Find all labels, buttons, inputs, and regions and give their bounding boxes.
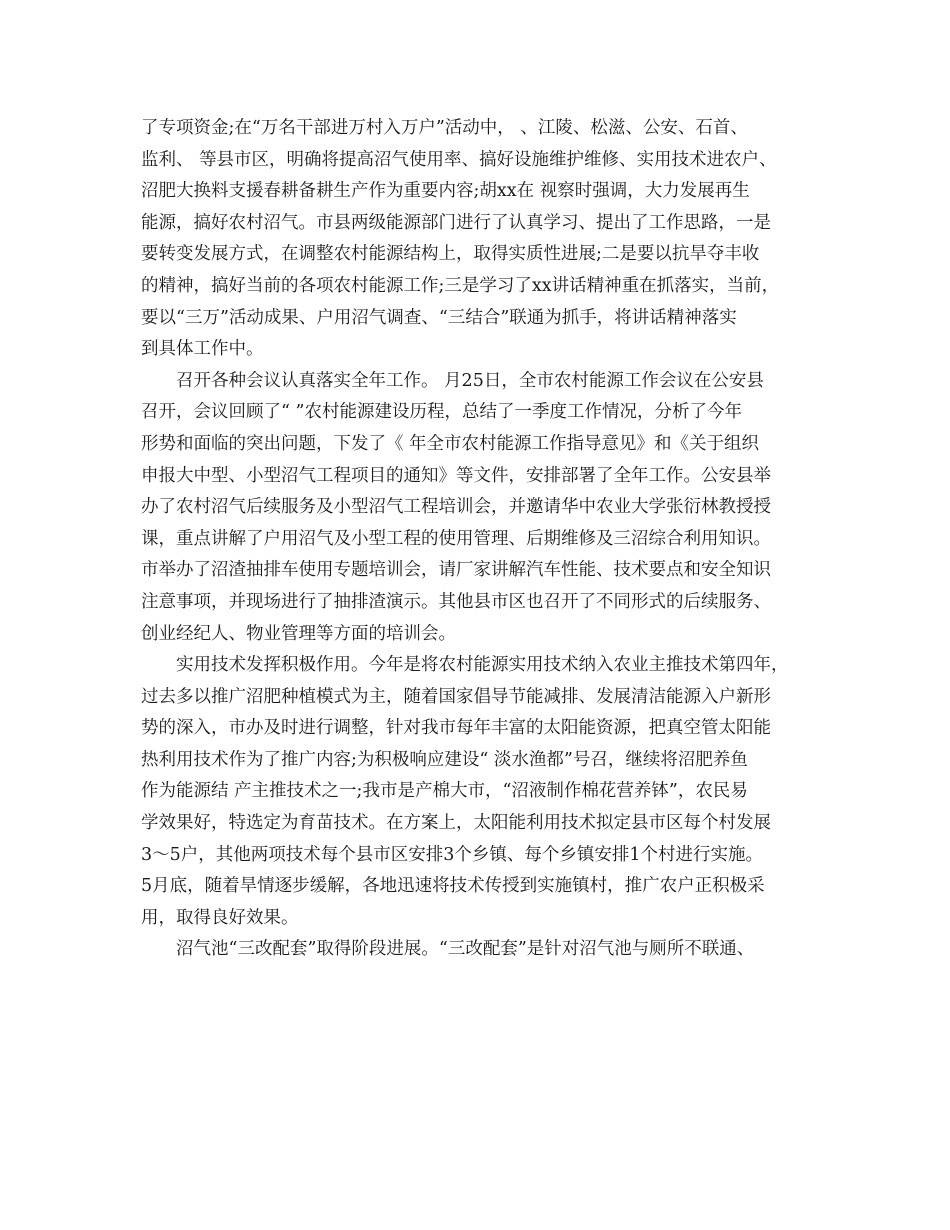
text-line: 5月底，随着旱情逐步缓解，各地迅速将技术传授到实施镇村，推广农户正积极采 — [141, 876, 765, 897]
text-line: 市举办了沼渣抽排车使用专题培训会，请厂家讲解汽车性能、技术要点和安全知识 — [141, 560, 771, 581]
text-line: 学效果好，特选定为育苗技术。在方案上，太阳能利用技术拟定县市区每个村发展 — [141, 813, 771, 834]
text-line: 实用技术发挥积极作用。今年是将农村能源实用技术纳入农业主推技术第四年， — [176, 655, 789, 676]
text-line: 用，取得良好效果。 — [141, 907, 299, 928]
text-line: 要转变发展方式，在调整农村能源结构上，取得实质性进展;二是要以抗旱夺丰收 — [141, 244, 760, 265]
text-line: 创业经纪人、物业管理等方面的培训会。 — [141, 623, 456, 644]
document-page — [141, 113, 821, 966]
text-line: 要以“三万”活动成果、户用沼气调查、“三结合”联通为抓手，将讲话精神落实 — [141, 307, 737, 328]
text-line: 能源，搞好农村沼气。市县两级能源部门进行了认真学习、提出了工作思路，一是 — [141, 212, 771, 233]
text-line: 的精神，搞好当前的各项农村能源工作;三是学习了xx讲话精神重在抓落实，当前， — [141, 275, 780, 296]
text-line: 课，重点讲解了户用沼气及小型工程的使用管理、后期维修及三沼综合利用知识。 — [141, 528, 771, 549]
text-line: 监利、 等县市区，明确将提高沼气使用率、搞好设施维护维修、实用技术进农户、 — [141, 149, 777, 170]
text-line: 势的深入，市办及时进行调整，针对我市每年丰富的太阳能资源，把真空管太阳能 — [141, 718, 771, 739]
text-line: 了专项资金;在“万名干部进万村入万户”活动中， 、江陵、松滋、公安、石首、 — [141, 118, 748, 138]
text-line: 沼气池“三改配套”取得阶段进展。“三改配套”是针对沼气池与厕所不联通、 — [176, 939, 755, 960]
text-line: 申报大中型、小型沼气工程项目的通知》等文件，安排部署了全年工作。公安县举 — [141, 465, 771, 486]
text-line: 形势和面临的突出问题，下发了《 年全市农村能源工作指导意见》和《关于组织 — [141, 433, 760, 454]
text-line: 召开，会议回顾了“ ”农村能源建设历程，总结了一季度工作情况，分析了今年 — [141, 402, 742, 423]
text-line: 到具体工作中。 — [141, 339, 264, 360]
text-line: 沼肥大换料支援春耕备耕生产作为重要内容;胡xx在 视察时强调，大力发展再生 — [141, 181, 750, 202]
text-line: 3～5户，其他两项技术每个县市区安排3个乡镇、每个乡镇安排1个村进行实施。 — [141, 844, 764, 865]
text-line: 作为能源结 产主推技术之一;我市是产棉大市，“沼液制作棉花营养钵”，农民易 — [141, 781, 748, 802]
text-line: 召开各种会议认真落实全年工作。 月25日，全市农村能源工作会议在公安县 — [176, 370, 764, 391]
paragraph-three-reforms — [141, 934, 821, 966]
text-line: 热利用技术作为了推广内容;为积极响应建设“ 淡水渔都”号召，继续将沼肥养鱼 — [141, 749, 748, 770]
paragraph-special-funds — [141, 113, 821, 366]
paragraph-practical-technology — [141, 650, 821, 934]
text-line: 过去多以推广沼肥种植模式为主，随着国家倡导节能减排、发展清洁能源入户新形 — [141, 686, 771, 707]
text-line: 办了农村沼气后续服务及小型沼气工程培训会，并邀请华中农业大学张衍林教授授 — [141, 497, 771, 518]
text-line: 注意事项，并现场进行了抽排渣演示。其他县市区也召开了不同形式的后续服务、 — [141, 591, 771, 612]
paragraph-meetings — [141, 366, 821, 650]
